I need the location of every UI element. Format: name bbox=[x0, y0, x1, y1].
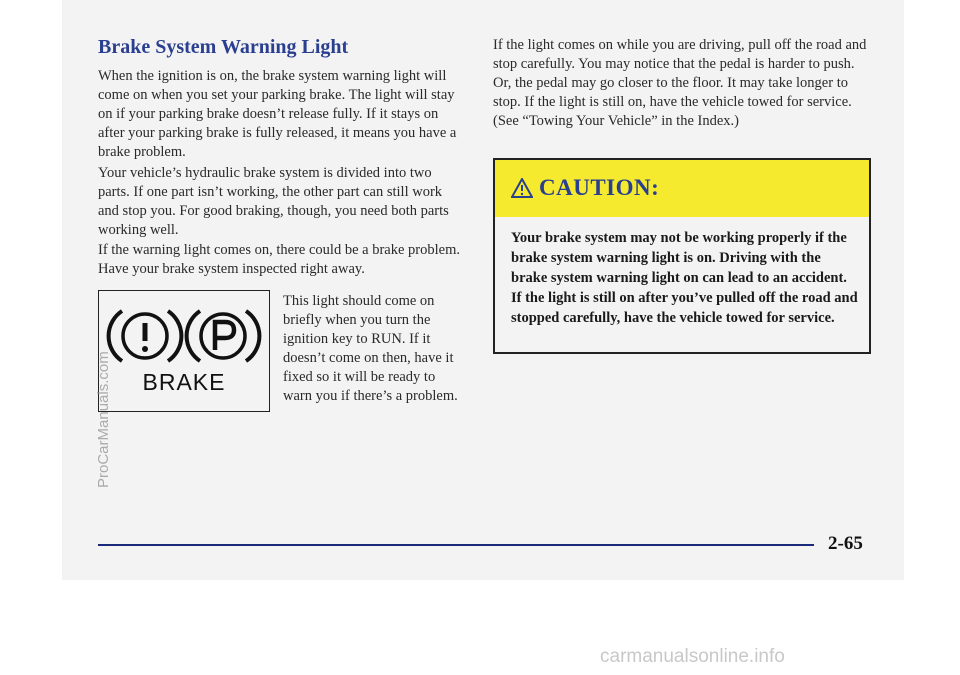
watermark: ProCarManuals.com bbox=[95, 351, 112, 488]
caution-box bbox=[493, 158, 871, 354]
page-number: 2-65 bbox=[828, 533, 863, 554]
warning-triangle-icon bbox=[511, 178, 533, 198]
brake-indicator-label: BRAKE bbox=[142, 369, 226, 395]
brake-indicator-panel bbox=[98, 290, 270, 412]
left-paragraph-2: Your vehicle’s hydraulic brake system is divided into two parts. If one part isn’t working, the other part can still work and stop you. For good braking, though, you need both parts working well. bbox=[98, 165, 449, 238]
caution-header bbox=[495, 160, 869, 217]
caution-title: CAUTION: bbox=[539, 175, 660, 200]
footer-rule bbox=[98, 544, 814, 546]
left-paragraph-3: If the warning light comes on, there could be a brake problem. Have your brake system inspected right away. bbox=[98, 242, 460, 277]
site-footer: carmanualsonline.info bbox=[600, 646, 785, 667]
caution-text: Your brake system may not be working properly if the brake system warning light is on. Driving with the brake system warning light on can lead to an accident. If the light is still on after you’ve pulled off the road and stopped carefully, have the vehicle towed for service. bbox=[511, 230, 858, 326]
left-paragraph-1: When the ignition is on, the brake system warning light will come on when you set your parking brake. The light will stay on if your parking brake doesn’t release fully. If it stays on after your parking brake is fully released, it means you have a brake problem. bbox=[98, 68, 457, 160]
section-heading: Brake System Warning Light bbox=[98, 36, 349, 58]
right-paragraph-1: If the light comes on while you are driving, pull off the road and stop carefully. You may notice that the pedal is harder to push. Or, the pedal may go closer to the floor. It may take longer to stop. If the light is still on, have the vehicle towed for service. (See “Towing Your Vehicle” in the Index.) bbox=[493, 37, 867, 129]
brake-warning-symbol-icon bbox=[105, 305, 263, 367]
indicator-caption: This light should come on briefly when you turn the ignition key to RUN. If it doesn’t come on then, have it fixed so it will be ready to warn you if there’s a problem. bbox=[283, 293, 458, 404]
